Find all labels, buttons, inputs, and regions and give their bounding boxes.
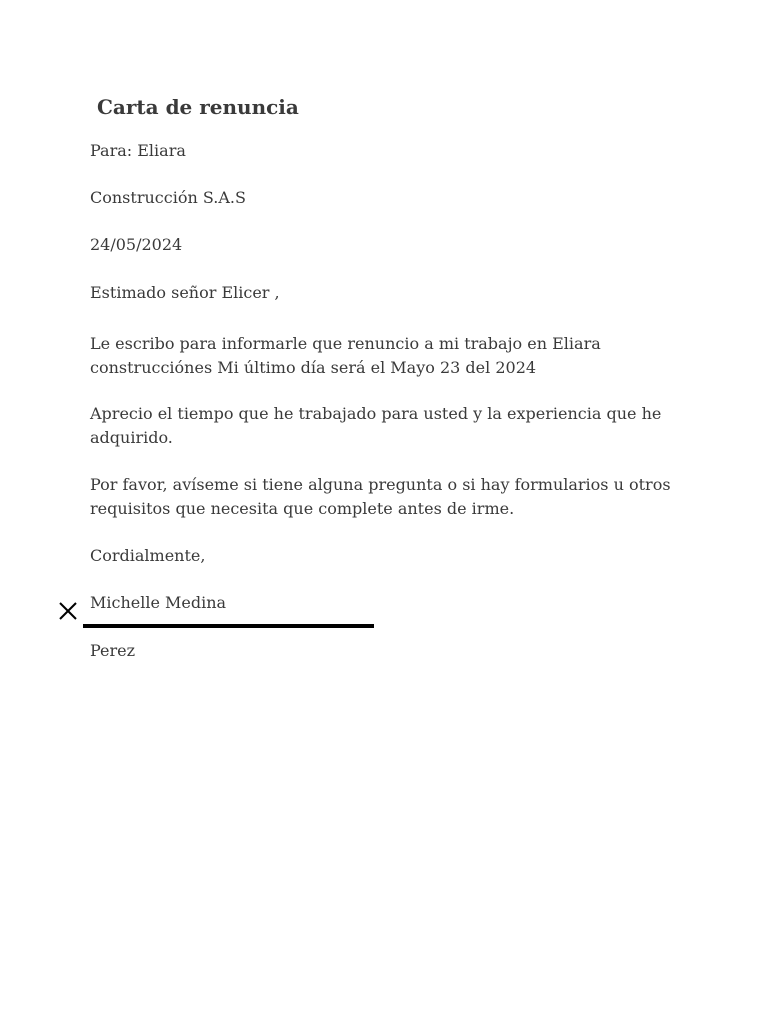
closing: Cordialmente, <box>90 546 206 565</box>
close-icon <box>58 601 78 621</box>
company: Construcción S.A.S <box>90 188 246 207</box>
signer-name: Michelle Medina <box>90 593 227 612</box>
recipient: Para: Eliara <box>90 141 186 160</box>
salutation: Estimado señor Elicer , <box>90 283 280 302</box>
letter-title: Carta de renuncia <box>97 95 299 119</box>
date: 24/05/2024 <box>90 235 183 254</box>
paragraph-appreciation: Aprecio el tiempo que he trabajado para usted y la experiencia que he adquirido. <box>90 404 662 447</box>
paragraph-resignation: Le escribo para informarle que renuncio a mi trabajo en Eliara construcciónes Mi último día será el Mayo 23 del 2024 <box>90 334 601 377</box>
signature-line <box>83 624 374 628</box>
paragraph-questions: Por favor, avíseme si tiene alguna pregunta o si hay formularios u otros requisitos que necesita que complete antes de irme. <box>90 475 671 518</box>
signer-surname: Perez <box>90 641 136 660</box>
